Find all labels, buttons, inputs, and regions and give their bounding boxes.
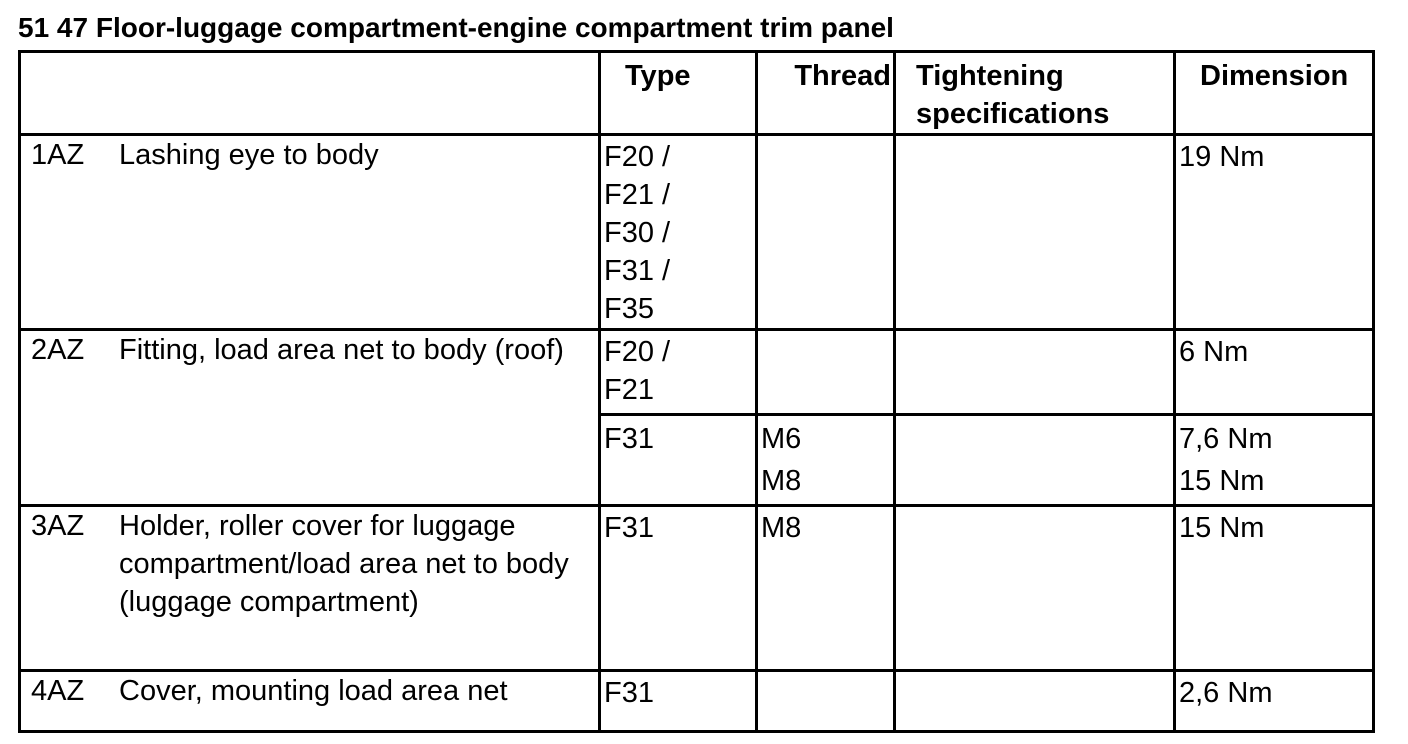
header-item xyxy=(20,52,600,135)
item-cell xyxy=(20,671,600,732)
dimension-value: 6 Nm xyxy=(1179,336,1249,368)
type-value: F31 xyxy=(604,512,654,544)
item-description: Cover, mounting load area net xyxy=(119,675,508,707)
page-title: 51 47 Floor-luggage compartment-engine compartment trim panel xyxy=(18,12,894,43)
torque-table-wrapper xyxy=(18,50,1375,733)
header-thread: Thread xyxy=(757,52,895,135)
type-value: F21 / xyxy=(604,179,671,211)
item-cell xyxy=(20,330,600,506)
type-value: F31 / xyxy=(604,255,671,287)
position-code: 4AZ xyxy=(31,675,85,707)
position-code: 3AZ xyxy=(31,510,85,542)
thread-cell xyxy=(757,415,895,506)
thread-value: M6 xyxy=(761,423,802,455)
dimension-value: 2,6 Nm xyxy=(1179,677,1273,709)
thread-value: M8 xyxy=(761,465,802,497)
type-value: F20 / xyxy=(604,336,671,368)
type-value: F31 xyxy=(604,423,654,455)
torque-table xyxy=(18,50,1375,733)
table-header-row xyxy=(20,52,1374,135)
type-value: F21 xyxy=(604,374,654,406)
type-value: F30 / xyxy=(604,217,671,249)
spec-cell xyxy=(895,330,1175,415)
spec-cell xyxy=(895,506,1175,671)
dimension-value: 15 Nm xyxy=(1179,512,1265,544)
dimension-cell xyxy=(1175,506,1374,671)
thread-cell xyxy=(757,506,895,671)
header-type: Type xyxy=(600,52,757,135)
spec-cell xyxy=(895,671,1175,732)
spec-cell xyxy=(895,135,1175,330)
table-row xyxy=(20,330,1374,415)
item-cell xyxy=(20,506,600,671)
type-cell xyxy=(600,506,757,671)
thread-cell xyxy=(757,330,895,415)
dimension-cell xyxy=(1175,135,1374,330)
dimension-cell xyxy=(1175,415,1374,506)
type-cell xyxy=(600,135,757,330)
thread-cell xyxy=(757,671,895,732)
thread-value: M8 xyxy=(761,512,802,544)
spec-cell xyxy=(895,415,1175,506)
type-cell xyxy=(600,415,757,506)
table-row xyxy=(20,671,1374,732)
thread-cell xyxy=(757,135,895,330)
dimension-cell xyxy=(1175,330,1374,415)
header-tightening-specifications xyxy=(895,52,1175,135)
position-code: 2AZ xyxy=(31,334,85,366)
item-cell xyxy=(20,135,600,330)
header-spec-line1: Tightening xyxy=(916,60,1064,92)
table-row xyxy=(20,135,1374,330)
header-spec-line2: specifications xyxy=(916,98,1110,130)
dimension-value: 19 Nm xyxy=(1179,141,1265,173)
type-cell xyxy=(600,330,757,415)
type-value: F31 xyxy=(604,677,654,709)
position-code: 1AZ xyxy=(31,139,85,171)
item-description: Holder, roller cover for luggage compartment/load area net to body (luggage compartment) xyxy=(119,510,569,618)
table-row xyxy=(20,506,1374,671)
type-value: F35 xyxy=(604,293,654,325)
type-cell xyxy=(600,671,757,732)
dimension-cell xyxy=(1175,671,1374,732)
item-description: Lashing eye to body xyxy=(119,139,379,171)
dimension-value: 15 Nm xyxy=(1179,465,1265,497)
item-description: Fitting, load area net to body (roof) xyxy=(119,334,564,366)
header-dimension: Dimension xyxy=(1175,52,1374,135)
type-value: F20 / xyxy=(604,141,671,173)
dimension-value: 7,6 Nm xyxy=(1179,423,1273,455)
